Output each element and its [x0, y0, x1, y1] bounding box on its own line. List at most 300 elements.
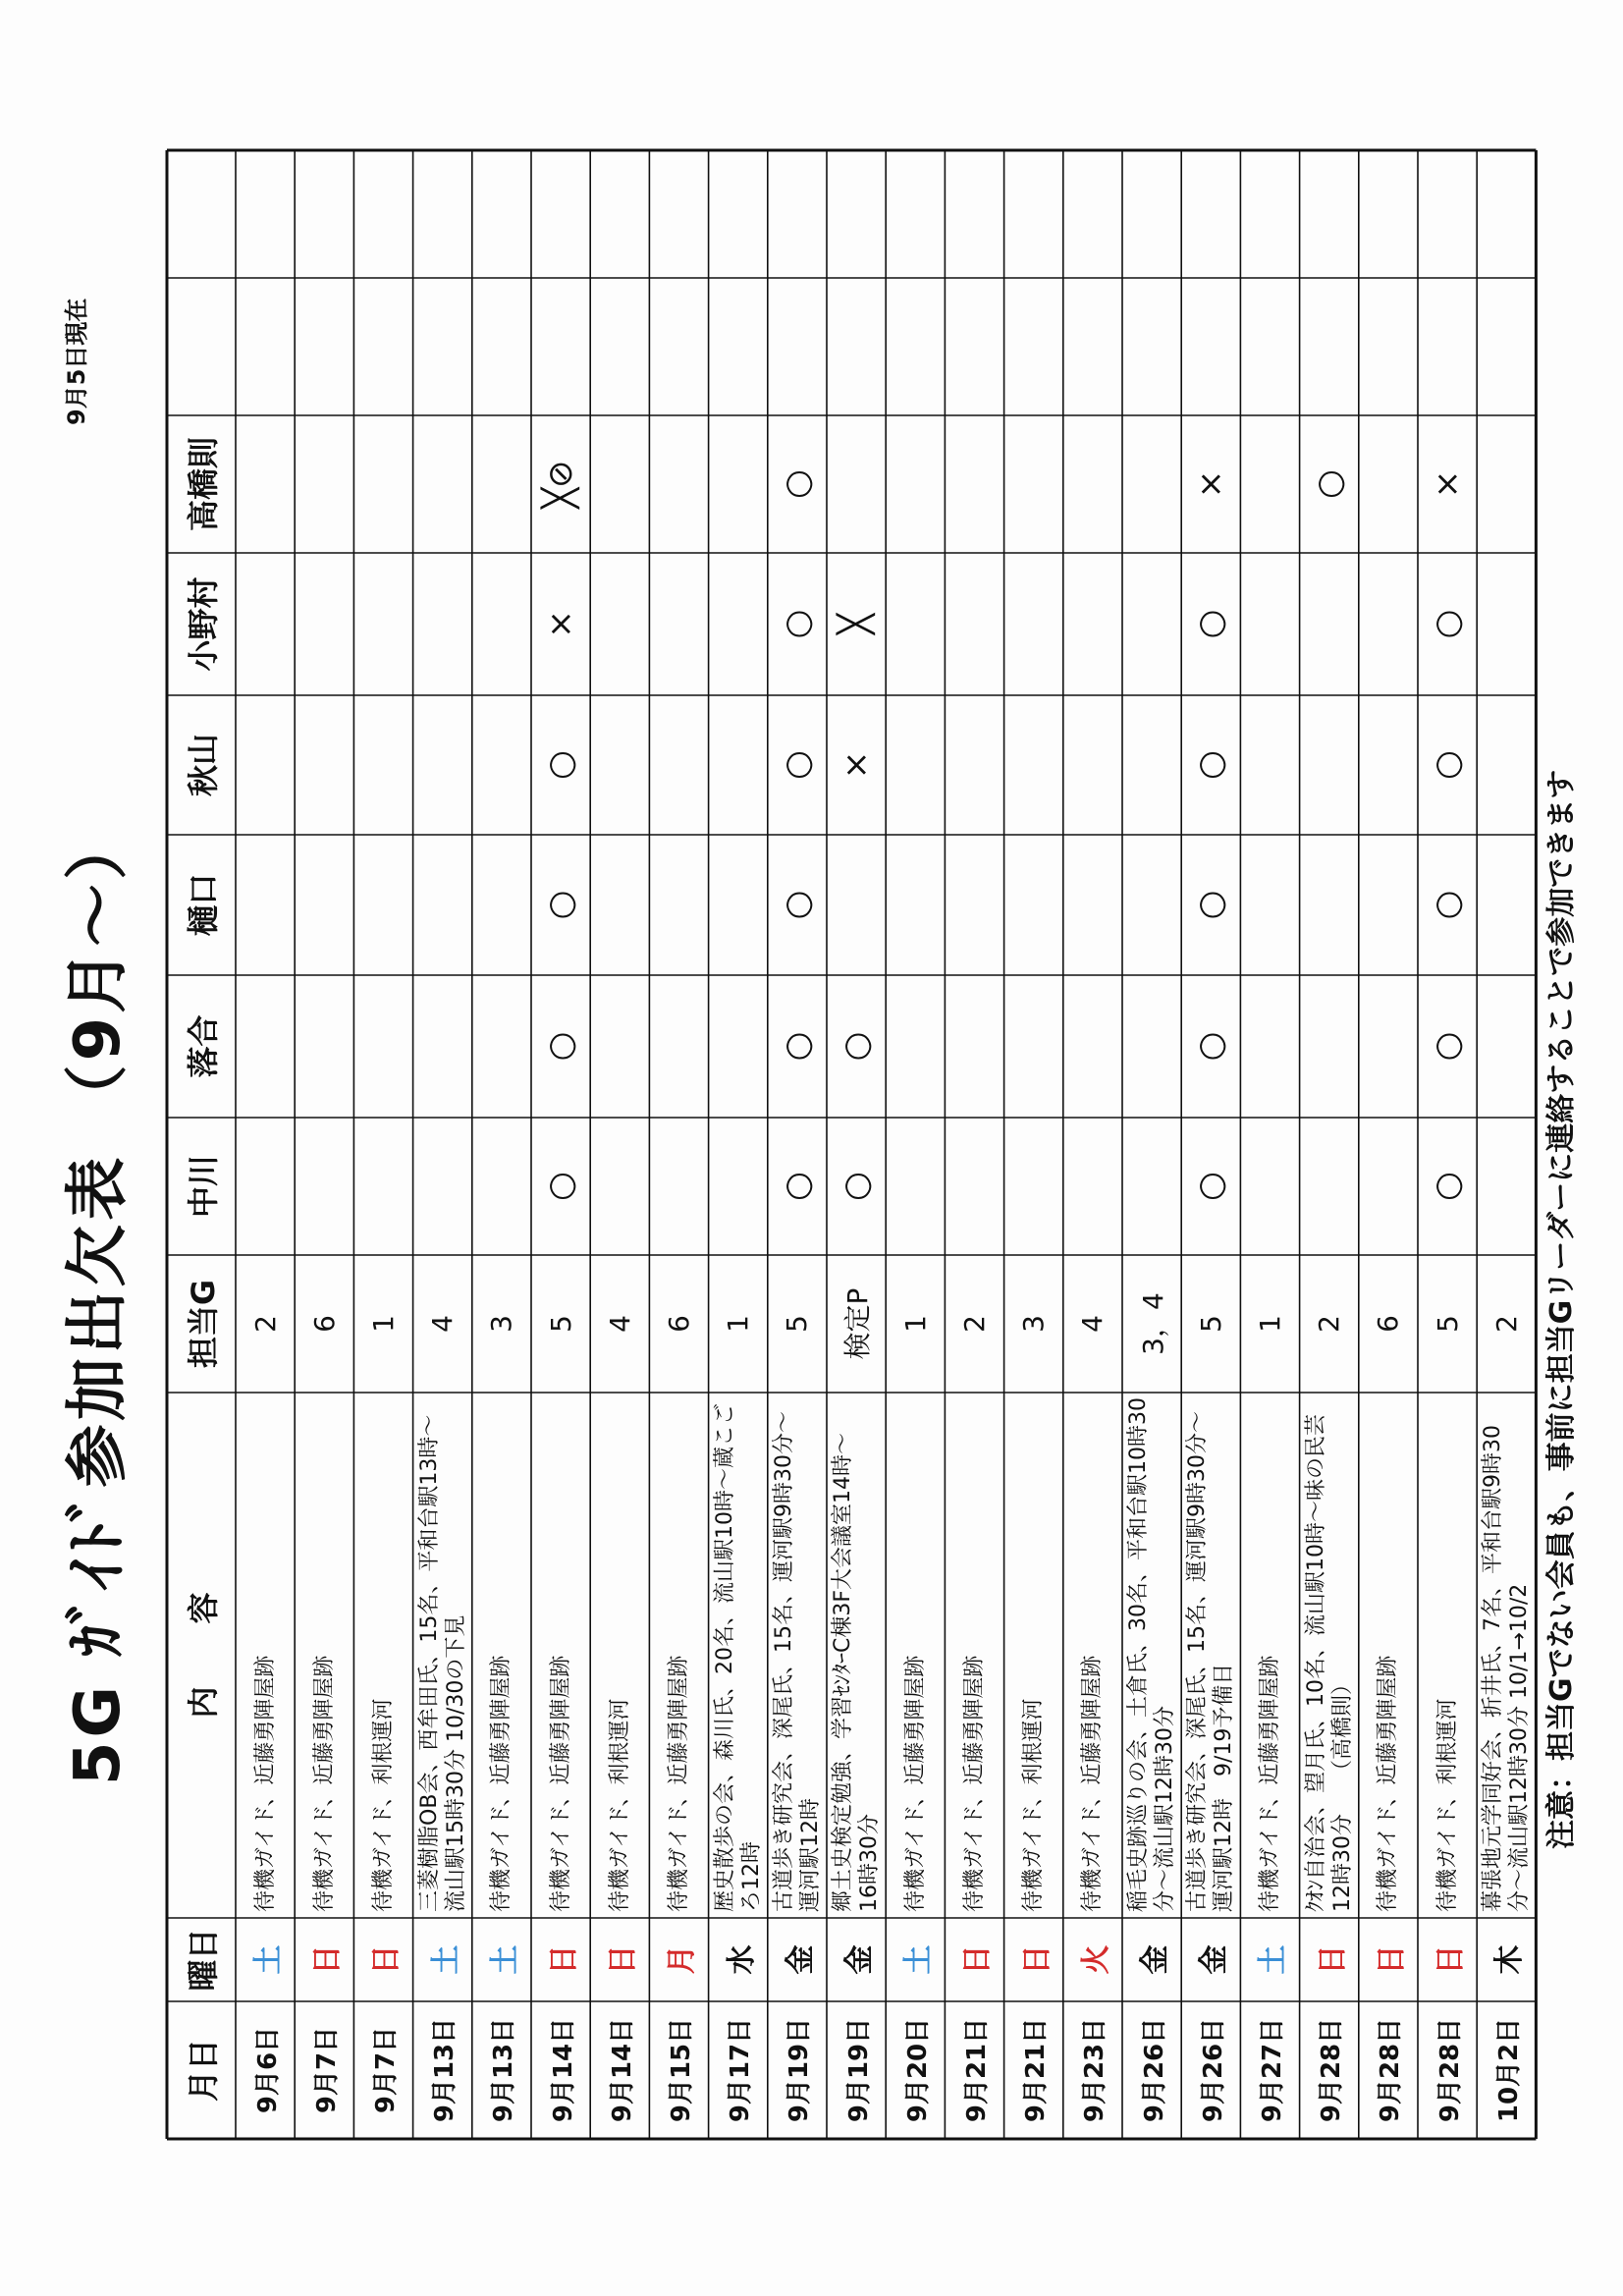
row-day: 金: [842, 1944, 878, 1975]
row-content: [1240, 1393, 1299, 1918]
attendance-mark: [236, 1118, 295, 1255]
row-day: 日: [1315, 1944, 1350, 1975]
row-content-line: 待機ガイド、利根運河: [370, 1698, 396, 1912]
attendance-mark: ○: [837, 1031, 877, 1062]
attendance-mark: [1063, 415, 1122, 553]
attendance-mark: [295, 695, 353, 835]
empty-cell: [1477, 278, 1536, 415]
attendance-mark: [1359, 415, 1418, 553]
row-day: 土: [487, 1944, 522, 1975]
attendance-mark: ○: [1191, 1172, 1231, 1201]
row-group: 1: [366, 1315, 400, 1333]
row-content: [1063, 1393, 1122, 1918]
empty-cell: [590, 150, 649, 278]
empty-cell: [1004, 278, 1063, 415]
attendance-mark: [1477, 835, 1536, 975]
attendance-mark: [590, 835, 649, 975]
empty-cell: [768, 150, 827, 278]
row-group: 5: [1431, 1315, 1464, 1333]
empty-cell: [472, 278, 531, 415]
attendance-mark: [1477, 553, 1536, 695]
header-akiyama: 秋山: [185, 734, 222, 797]
attendance-mark: [295, 553, 353, 695]
row-content-line: 待機ガイド、利根運河: [1021, 1698, 1047, 1912]
attendance-mark: [353, 415, 412, 553]
empty-cell: [709, 278, 768, 415]
attendance-mark: [1122, 975, 1181, 1118]
attendance-mark: [709, 975, 768, 1118]
row-group: 2: [957, 1315, 991, 1333]
row-day: 土: [428, 1944, 463, 1975]
attendance-mark: [1122, 835, 1181, 975]
attendance-mark: ○: [1428, 609, 1468, 639]
row-content: [1300, 1393, 1359, 1918]
row-content: [945, 1393, 1003, 1918]
attendance-mark: [472, 1118, 531, 1255]
row-content-line: ｸｵﾝ自治会、望月氏、10名、流山駅10時～味の民芸: [1303, 1414, 1328, 1912]
empty-cell: [1063, 150, 1122, 278]
as-of-date: 9月5日現在: [63, 298, 90, 425]
attendance-mark: ○: [1191, 890, 1231, 920]
row-content-line: 三菱樹脂OB会、西牟田氏、15名、平和台駅13時～: [416, 1414, 442, 1912]
attendance-mark: [1240, 415, 1299, 553]
empty-cell: [236, 278, 295, 415]
row-content-line: 待機ガイド、近藤勇陣屋跡: [902, 1655, 928, 1912]
row-day: 日: [310, 1944, 346, 1975]
attendance-mark: [1359, 975, 1418, 1118]
attendance-mark: [709, 695, 768, 835]
attendance-mark: [1063, 695, 1122, 835]
empty-cell: [353, 150, 412, 278]
attendance-mark: [413, 695, 472, 835]
row-day: 日: [369, 1944, 405, 1975]
attendance-mark: [1240, 975, 1299, 1118]
empty-cell: [1181, 278, 1240, 415]
attendance-mark: [353, 553, 412, 695]
empty-cell: [531, 150, 590, 278]
empty-cell: [590, 278, 649, 415]
row-content-line: 待機ガイド、近藤勇陣屋跡: [489, 1655, 514, 1912]
attendance-mark: [590, 975, 649, 1118]
row-date: 9月7日: [311, 2026, 342, 2114]
empty-cell: [1063, 278, 1122, 415]
empty-cell: [1359, 150, 1418, 278]
row-content: [353, 1393, 412, 1918]
attendance-mark: [236, 553, 295, 695]
header-content: 内 容: [185, 1592, 222, 1719]
attendance-mark: [886, 695, 945, 835]
attendance-mark: [1359, 695, 1418, 835]
attendance-mark: ×: [1191, 469, 1231, 499]
attendance-mark: [1004, 1118, 1063, 1255]
attendance-mark: [413, 553, 472, 695]
header-blank-1: [167, 278, 236, 415]
attendance-mark: ○: [777, 1031, 817, 1062]
attendance-mark: [1063, 975, 1122, 1118]
attendance-mark: [649, 975, 708, 1118]
attendance-mark: [709, 415, 768, 553]
attendance-mark: [1004, 695, 1063, 835]
empty-cell: [413, 278, 472, 415]
attendance-mark: ○: [541, 1172, 581, 1201]
empty-cell: [236, 150, 295, 278]
row-day: 月: [665, 1944, 700, 1975]
row-date: 9月7日: [370, 2026, 401, 2114]
attendance-mark: ×: [837, 750, 877, 780]
row-content: [886, 1393, 945, 1918]
attendance-mark: [1004, 553, 1063, 695]
row-date: 9月21日: [1021, 2017, 1052, 2123]
empty-cell: [827, 150, 886, 278]
row-group: 4: [1076, 1315, 1109, 1333]
row-date: 9月26日: [1139, 2017, 1169, 2123]
header-onomura: 小野村: [185, 576, 222, 672]
empty-cell: [353, 278, 412, 415]
page-title: 5G ｶﾞｲﾄﾞ参加出欠表 （9月～）: [62, 812, 135, 1785]
row-date: 9月6日: [252, 2026, 283, 2114]
row-content-line: 待機ガイド、近藤勇陣屋跡: [1257, 1655, 1282, 1912]
row-content: [236, 1393, 295, 1918]
row-day: 木: [1492, 1944, 1528, 1975]
attendance-mark: ○: [1428, 1031, 1468, 1062]
attendance-mark: [945, 695, 1003, 835]
attendance-mark: [649, 835, 708, 975]
empty-cell: [295, 278, 353, 415]
attendance-mark: [1122, 553, 1181, 695]
row-day: 水: [724, 1944, 759, 1975]
row-content-line: 待機ガイド、利根運河: [1434, 1698, 1460, 1912]
attendance-mark: [827, 415, 886, 553]
row-day: 日: [1374, 1944, 1409, 1975]
row-content: [1359, 1393, 1418, 1918]
row-date: 9月14日: [607, 2017, 637, 2123]
row-content-line: 待機ガイド、近藤勇陣屋跡: [1376, 1655, 1401, 1912]
row-content: [1181, 1393, 1240, 1918]
attendance-mark: [1477, 695, 1536, 835]
header-higuchi: 樋口: [185, 873, 222, 937]
row-date: 9月21日: [961, 2017, 992, 2123]
attendance-mark: [1122, 415, 1181, 553]
attendance-mark: [1300, 695, 1359, 835]
row-group: 2: [1489, 1315, 1523, 1333]
row-content-line: 待機ガイド、近藤勇陣屋跡: [548, 1655, 573, 1912]
attendance-mark: [353, 1118, 412, 1255]
row-date: 9月13日: [489, 2017, 519, 2123]
empty-cell: [1004, 150, 1063, 278]
attendance-mark: [945, 1118, 1003, 1255]
row-group: 4: [426, 1315, 460, 1333]
attendance-mark: [590, 695, 649, 835]
row-content: [1004, 1393, 1063, 1918]
attendance-mark: ╳: [837, 614, 877, 634]
empty-cell: [1418, 150, 1477, 278]
attendance-mark: [1240, 695, 1299, 835]
attendance-mark: [1004, 415, 1063, 553]
row-content: [472, 1393, 531, 1918]
row-content-line: 分～流山駅12時30分 10/1→10/2: [1507, 1583, 1533, 1912]
empty-cell: [472, 150, 531, 278]
empty-cell: [945, 150, 1003, 278]
row-date: 9月15日: [666, 2017, 696, 2123]
attendance-mark: ○: [1428, 1172, 1468, 1201]
row-date: 9月28日: [1376, 2017, 1406, 2123]
row-date: 9月14日: [548, 2017, 578, 2123]
attendance-mark: [649, 553, 708, 695]
attendance-mark: [945, 835, 1003, 975]
empty-cell: [1181, 150, 1240, 278]
attendance-mark: [472, 553, 531, 695]
attendance-mark: [413, 835, 472, 975]
attendance-mark: [827, 835, 886, 975]
row-day: 土: [1256, 1944, 1291, 1975]
row-date: 9月19日: [784, 2017, 815, 2123]
row-content-line: 郷土史検定勉強、学習ｾﾝﾀｰC棟3F大会議室14時～: [831, 1432, 856, 1912]
row-content: [827, 1393, 886, 1918]
empty-cell: [709, 150, 768, 278]
attendance-mark: [1240, 835, 1299, 975]
row-content-line: ろ12時: [738, 1841, 764, 1912]
attendance-mark: [236, 415, 295, 553]
empty-cell: [1300, 150, 1359, 278]
row-group: 6: [307, 1315, 341, 1333]
row-content-line: 稲毛史跡巡りの会、土倉氏、30名、平和台駅10時30: [1126, 1397, 1152, 1912]
row-content: [649, 1393, 708, 1918]
attendance-mark: [1359, 835, 1418, 975]
row-date: 9月19日: [843, 2017, 874, 2123]
row-day: 火: [1078, 1944, 1113, 1975]
empty-cell: [886, 150, 945, 278]
row-content-line: 古道歩き研究会、深尾氏、15名、運河駅9時30分～: [1185, 1411, 1211, 1912]
row-content-line: 幕張地元学同好会、折井氏、7名、平和台駅9時30: [1481, 1425, 1506, 1912]
attendance-mark: [886, 1118, 945, 1255]
row-content: [413, 1393, 472, 1918]
attendance-mark: [413, 1118, 472, 1255]
row-group: 3: [485, 1315, 518, 1333]
empty-cell: [768, 278, 827, 415]
attendance-mark: [472, 835, 531, 975]
attendance-mark: [886, 975, 945, 1118]
attendance-mark: [1063, 553, 1122, 695]
attendance-mark: [886, 553, 945, 695]
row-date: 9月23日: [1080, 2017, 1110, 2123]
row-content-line: 待機ガイド、近藤勇陣屋跡: [666, 1655, 691, 1912]
attendance-mark: [945, 553, 1003, 695]
row-content: [1477, 1393, 1536, 1918]
attendance-mark: ○: [541, 1031, 581, 1062]
row-date: 9月28日: [1317, 2017, 1347, 2123]
header-day: 曜日: [185, 1928, 222, 1992]
attendance-mark: [353, 695, 412, 835]
empty-cell: [1122, 278, 1181, 415]
row-group: 2: [1313, 1315, 1346, 1333]
attendance-mark: [709, 1118, 768, 1255]
row-day: 金: [1197, 1944, 1232, 1975]
row-content-line: 待機ガイド、近藤勇陣屋跡: [1080, 1655, 1106, 1912]
row-group: 3: [1017, 1315, 1051, 1333]
empty-cell: [413, 150, 472, 278]
attendance-mark: [590, 1118, 649, 1255]
row-content-line: 分～流山駅12時30分: [1153, 1706, 1178, 1912]
row-group: 検定P: [841, 1287, 875, 1360]
header-nakagawa: 中川: [185, 1155, 222, 1219]
attendance-mark: ×: [1428, 469, 1468, 499]
row-date: 9月13日: [430, 2017, 460, 2123]
attendance-mark: [1300, 835, 1359, 975]
attendance-mark: [472, 975, 531, 1118]
row-day: 日: [960, 1944, 996, 1975]
attendance-mark: ╳⊘: [541, 460, 581, 509]
row-group: 1: [1253, 1315, 1286, 1333]
attendance-mark: ○: [777, 750, 817, 780]
row-content-line: 歴史散歩の会、森川氏、20名、流山駅10時～蔵こご: [712, 1403, 737, 1912]
row-content: [1122, 1393, 1181, 1918]
attendance-mark: [413, 415, 472, 553]
row-content: [768, 1393, 827, 1918]
row-content-line: 運河駅12時 9/19予備日: [1212, 1663, 1237, 1912]
attendance-mark: [1063, 1118, 1122, 1255]
attendance-mark: [1240, 553, 1299, 695]
row-group: 4: [603, 1315, 636, 1333]
attendance-mark: [1063, 835, 1122, 975]
attendance-mark: [295, 975, 353, 1118]
empty-cell: [945, 278, 1003, 415]
row-content-line: 12時30分 （高橋則）: [1329, 1673, 1355, 1912]
attendance-mark: [295, 415, 353, 553]
row-group: 5: [544, 1315, 577, 1333]
row-day: 金: [1138, 1944, 1173, 1975]
row-date: 9月17日: [726, 2017, 756, 2123]
row-group: 6: [1372, 1315, 1405, 1333]
row-content-line: 古道歩き研究会、深尾氏、15名、運河駅9時30分～: [771, 1411, 796, 1912]
header-takahashi: 高橋則: [185, 437, 222, 532]
attendance-mark: ○: [1309, 469, 1349, 499]
attendance-mark: [649, 415, 708, 553]
empty-cell: [1418, 278, 1477, 415]
attendance-mark: [236, 835, 295, 975]
empty-cell: [827, 278, 886, 415]
attendance-mark: ×: [541, 610, 581, 638]
row-content-line: 待機ガイド、利根運河: [607, 1698, 632, 1912]
attendance-mark: [1122, 695, 1181, 835]
row-group: 1: [722, 1315, 755, 1333]
attendance-mark: ○: [541, 750, 581, 780]
attendance-mark: [1300, 1118, 1359, 1255]
attendance-mark: ○: [1191, 750, 1231, 780]
attendance-mark: [472, 415, 531, 553]
row-group: 2: [248, 1315, 282, 1333]
attendance-mark: [590, 415, 649, 553]
empty-cell: [1477, 150, 1536, 278]
empty-cell: [649, 278, 708, 415]
attendance-mark: ○: [837, 1172, 877, 1201]
attendance-mark: [1477, 415, 1536, 553]
row-date: 9月20日: [902, 2017, 933, 2123]
attendance-mark: [1122, 1118, 1181, 1255]
attendance-mark: [353, 835, 412, 975]
attendance-mark: [236, 695, 295, 835]
attendance-mark: ○: [777, 469, 817, 499]
header-blank-2: [167, 150, 236, 278]
row-content-line: 16時30分: [857, 1814, 883, 1912]
attendance-mark: ○: [777, 1172, 817, 1201]
row-group: 1: [898, 1315, 932, 1333]
empty-cell: [1240, 278, 1299, 415]
attendance-mark: [295, 1118, 353, 1255]
attendance-mark: [709, 553, 768, 695]
attendance-mark: ○: [777, 609, 817, 639]
empty-cell: [1300, 278, 1359, 415]
row-content: [531, 1393, 590, 1918]
row-day: 日: [1019, 1944, 1055, 1975]
row-group: 5: [1194, 1315, 1227, 1333]
row-group: 6: [662, 1315, 695, 1333]
row-content: [295, 1393, 353, 1918]
footer-note: 注意：担当Gでない会員も、事前に担当Gリーダーに連絡することで参加できます: [1544, 769, 1579, 1849]
row-content-line: 待機ガイド、近藤勇陣屋跡: [252, 1655, 278, 1912]
row-date: 9月27日: [1257, 2017, 1287, 2123]
attendance-mark: [1477, 975, 1536, 1118]
row-content-line: 流山駅15時30分 10/30の下見: [443, 1614, 468, 1912]
attendance-mark: [472, 695, 531, 835]
header-group: 担当G: [185, 1279, 222, 1369]
attendance-mark: [295, 835, 353, 975]
empty-cell: [886, 278, 945, 415]
attendance-mark: ○: [777, 890, 817, 920]
row-day: 日: [606, 1944, 641, 1975]
row-content: [590, 1393, 649, 1918]
attendance-mark: ○: [541, 890, 581, 920]
row-content-line: 待機ガイド、近藤勇陣屋跡: [961, 1655, 987, 1912]
attendance-mark: [709, 835, 768, 975]
empty-cell: [1359, 278, 1418, 415]
attendance-mark: [649, 1118, 708, 1255]
row-content-line: 運河駅12時: [797, 1798, 823, 1912]
row-date: 9月26日: [1198, 2017, 1228, 2123]
attendance-mark: [1300, 553, 1359, 695]
empty-cell: [1122, 150, 1181, 278]
empty-cell: [1240, 150, 1299, 278]
row-day: 金: [783, 1944, 818, 1975]
attendance-mark: [236, 975, 295, 1118]
attendance-mark: [886, 835, 945, 975]
attendance-mark: ○: [1191, 1031, 1231, 1062]
row-day: 日: [547, 1944, 582, 1975]
attendance-mark: [945, 415, 1003, 553]
attendance-mark: [1240, 1118, 1299, 1255]
row-group: 5: [781, 1315, 814, 1333]
row-content: [709, 1393, 768, 1918]
row-day: 日: [1434, 1944, 1469, 1975]
attendance-mark: [1004, 835, 1063, 975]
empty-cell: [295, 150, 353, 278]
attendance-mark: [1477, 1118, 1536, 1255]
attendance-mark: ○: [1428, 890, 1468, 920]
attendance-mark: ○: [1428, 750, 1468, 780]
attendance-mark: [886, 415, 945, 553]
attendance-mark: [353, 975, 412, 1118]
row-content: [1418, 1393, 1477, 1918]
header-ochiai: 落合: [185, 1014, 222, 1078]
header-date: 月日: [185, 2039, 222, 2103]
attendance-mark: [1004, 975, 1063, 1118]
row-day: 土: [251, 1944, 287, 1975]
attendance-mark: [590, 553, 649, 695]
attendance-mark: [945, 975, 1003, 1118]
attendance-mark: [1300, 975, 1359, 1118]
attendance-mark: [649, 695, 708, 835]
row-day: 土: [901, 1944, 937, 1975]
empty-cell: [649, 150, 708, 278]
